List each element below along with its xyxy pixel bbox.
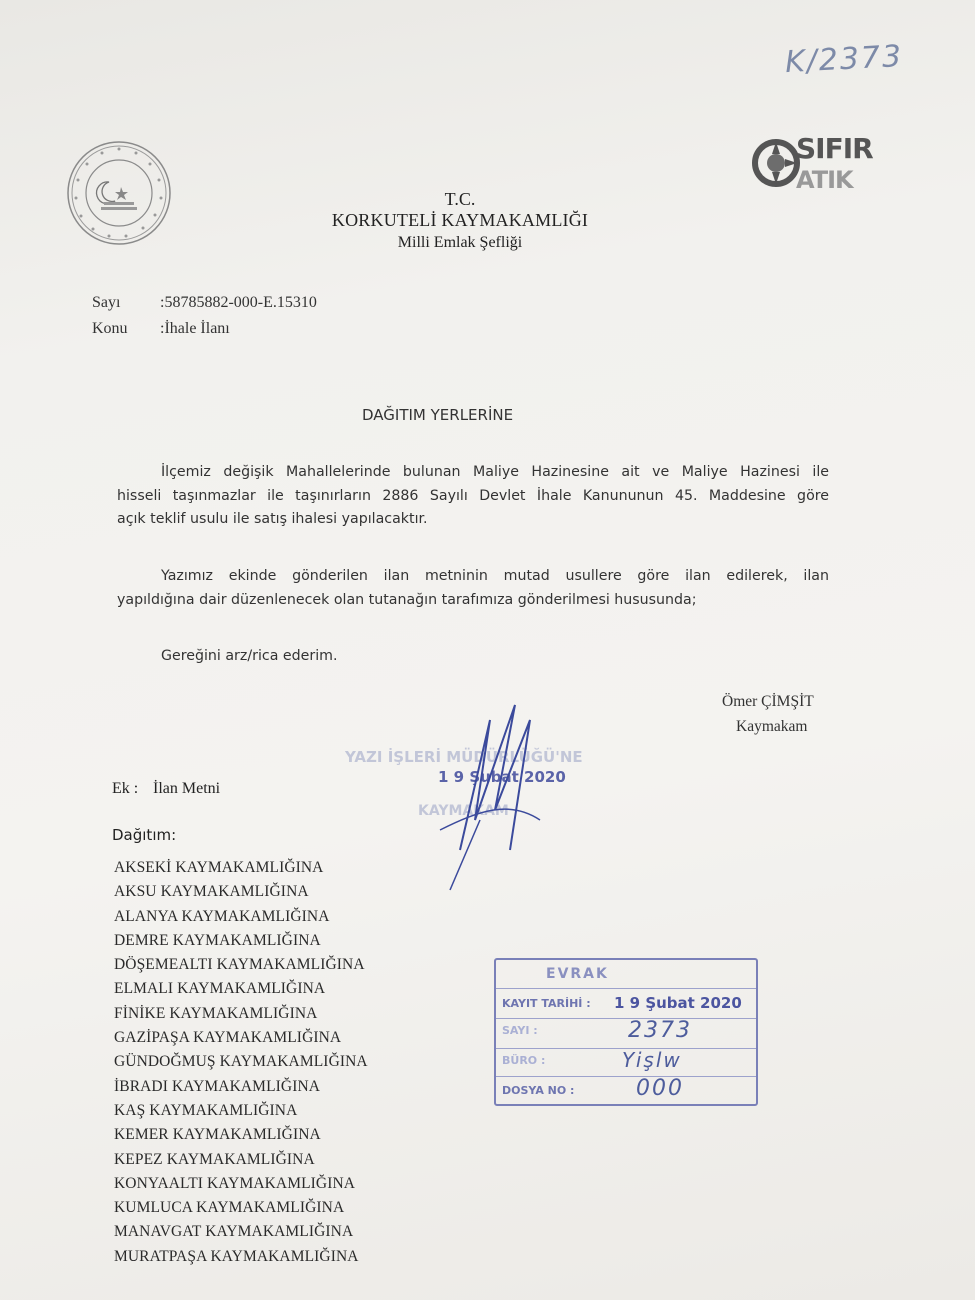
header-emlak-sefligi: Milli Emlak Şefliği [397, 234, 523, 251]
konu-value: :İhale İlanı [160, 320, 230, 337]
distribution-item: MANAVGAT KAYMAKAMLIĞINA [114, 1223, 354, 1241]
paragraph-1 [117, 461, 829, 532]
registry-stamp-box [494, 958, 758, 1106]
registry-sayi-label: SAYI : [502, 1024, 538, 1037]
distribution-item: AKSU KAYMAKAMLIĞINA [114, 883, 309, 901]
distribution-item: AKSEKİ KAYMAKAMLIĞINA [114, 859, 324, 876]
handwritten-reference-note: K/2373 [784, 38, 904, 81]
handwritten-signature-icon [420, 700, 570, 900]
registry-heading: EVRAK [546, 966, 609, 982]
logo-text-sifir: SIFIR [796, 132, 873, 165]
distribution-item: FİNİKE KAYMAKAMLIĞINA [114, 1004, 318, 1022]
dagitim-title: Dağıtım: [112, 826, 177, 844]
ek-value: İlan Metni [153, 780, 221, 797]
registry-kayit-value: 1 9 Şubat 2020 [614, 994, 742, 1012]
distribution-item: KUMLUCA KAYMAKAMLIĞINA [114, 1199, 345, 1217]
registry-buro-label: BÜRO : [502, 1054, 546, 1067]
header-tc: T.C. [444, 189, 476, 209]
received-stamp-line-1: YAZI İŞLERİ MÜDÜRLÜĞÜ'NE [345, 748, 583, 766]
sayi-value: :58785882-000-E.15310 [160, 294, 317, 311]
received-stamp-date: 1 9 Şubat 2020 [438, 768, 566, 786]
sayi-label: Sayı [92, 294, 121, 311]
paragraph-2-line-1: Yazımız ekinde gönderilen ilan metninin mutad usullere göre ilan edilerek, ilan [161, 568, 829, 584]
paragraph-1-line-3: açık teklif usulu ile satış ihalesi yapılacaktır. [117, 511, 428, 527]
distribution-list [114, 856, 368, 1269]
distribution-item: KEPEZ KAYMAKAMLIĞINA [114, 1150, 315, 1168]
received-stamp-line-3: KAYMAKAM [418, 803, 509, 819]
paragraph-1-line-1: İlçemiz değişik Mahallelerinde bulunan Maliye Hazinesine ait ve Maliye Hazinesi ile [161, 464, 829, 480]
paragraph-2 [117, 565, 829, 612]
distribution-item: KEMER KAYMAKAMLIĞINA [114, 1126, 321, 1144]
distribution-item: KONYAALTI KAYMAKAMLIĞINA [114, 1174, 356, 1192]
logo-text-atik: ATIK [796, 166, 853, 194]
distribution-item: GÜNDOĞMUŞ KAYMAKAMLIĞINA [114, 1053, 368, 1071]
distribution-item: DEMRE KAYMAKAMLIĞINA [114, 931, 321, 949]
signatory-name: Ömer ÇİMŞİT [722, 693, 814, 710]
registry-dosya-label: DOSYA NO : [502, 1084, 575, 1097]
distribution-item: ELMALI KAYMAKAMLIĞINA [114, 980, 326, 998]
paragraph-1-line-2: hisseli taşınmazlar ile taşınırların 2886 Sayılı Devlet İhale Kanununun 45. Maddesine göre [117, 487, 829, 504]
registry-dosya-value: 000 [636, 1076, 684, 1101]
distribution-item: DÖŞEMEALTI KAYMAKAMLIĞINA [114, 956, 365, 974]
registry-kayit-label: KAYIT TARİHİ : [502, 997, 591, 1010]
registry-sayi-value: 2373 [628, 1018, 692, 1043]
sifir-atik-logo [752, 122, 872, 202]
signatory-title: Kaymakam [736, 718, 808, 735]
ek-label: Ek : [112, 780, 139, 797]
distribution-item: İBRADI KAYMAKAMLIĞINA [114, 1077, 321, 1095]
distribution-item: MURATPAŞA KAYMAKAMLIĞINA [114, 1247, 359, 1265]
distribution-item: ALANYA KAYMAKAMLIĞINA [114, 907, 330, 925]
distribution-item: KAŞ KAYMAKAMLIĞINA [114, 1101, 298, 1119]
registry-buro-value: Yişlw [622, 1048, 682, 1072]
distribution-item: GAZİPAŞA KAYMAKAMLIĞINA [114, 1029, 342, 1047]
konu-label: Konu [92, 320, 128, 337]
official-seal-icon [66, 140, 172, 246]
distribution-heading: DAĞITIM YERLERİNE [362, 406, 514, 424]
sifir-atik-emblem-icon [752, 128, 800, 198]
header-kaymakamlik: KORKUTELİ KAYMAKAMLIĞI [331, 210, 589, 230]
closing-line: Gereğini arz/rica ederim. [161, 648, 338, 664]
paragraph-2-line-2: yapıldığına dair düzenlenecek olan tutanağın tarafımıza gönderilmesi hususunda; [117, 591, 697, 608]
